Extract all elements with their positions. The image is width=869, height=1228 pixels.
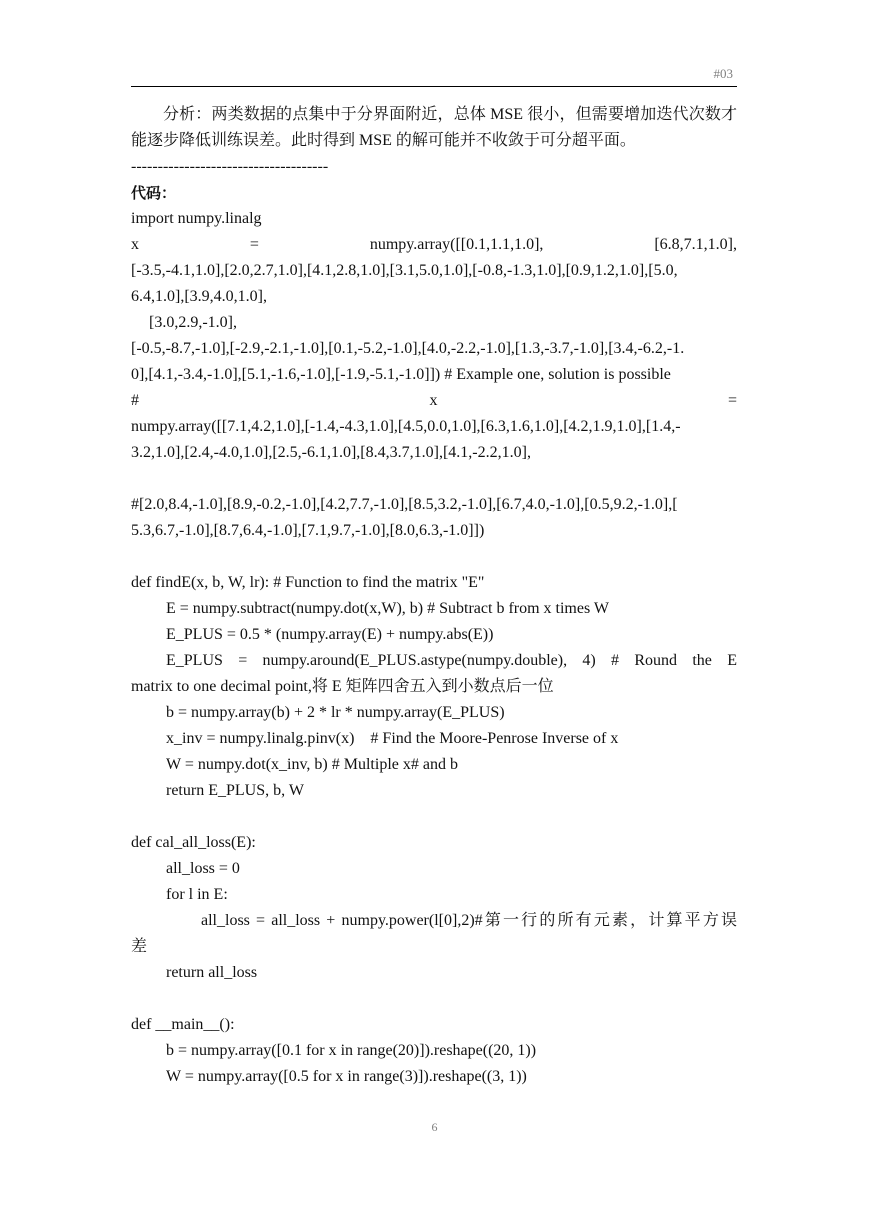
code-line: #[2.0,8.4,-1.0],[8.9,-0.2,-1.0],[4.2,7.7,-1.0],[8.5,3.2,-1.0],[6.7,4.0,-1.0],[0.5,9.2,-1.0],[ — [131, 496, 678, 513]
code-line: E_PLUS = 0.5 * (numpy.array(E) + numpy.abs(E)) — [166, 626, 494, 643]
code-line: W = numpy.dot(x_inv, b) # Multiple x# and b — [166, 756, 458, 773]
code-line: import numpy.linalg — [131, 210, 262, 227]
header-rule — [131, 86, 737, 87]
code-line: def __main__(): — [131, 1016, 235, 1033]
code-line: 0],[4.1,-3.4,-1.0],[5.1,-1.6,-1.0],[-1.9,-5.1,-1.0]]) # Example one, solution is possible — [131, 366, 671, 383]
blank-line — [131, 544, 737, 570]
code-line: [-3.5,-4.1,1.0],[2.0,2.7,1.0],[4.1,2.8,1.0],[3.1,5.0,1.0],[-0.8,-1.3,1.0],[0.9,1.2,1.0],[5.0, — [131, 262, 678, 279]
code-line: numpy.array([[7.1,4.2,1.0],[-1.4,-4.3,1.0],[4.5,0.0,1.0],[6.3,1.6,1.0],[4.2,1.9,1.0],[1.4,- — [131, 418, 681, 435]
code-line: all_loss = 0 — [166, 860, 240, 877]
code-line: 3.2,1.0],[2.4,-4.0,1.0],[2.5,-6.1,1.0],[8.4,3.7,1.0],[4.1,-2.2,1.0], — [131, 444, 531, 461]
blank-line — [131, 986, 737, 1012]
code-line: return all_loss — [166, 964, 258, 981]
code-line: E = numpy.subtract(numpy.dot(x,W), b) # Subtract b from x times W — [166, 600, 610, 617]
code-line: b = numpy.array(b) + 2 * lr * numpy.array(E_PLUS) — [166, 704, 505, 721]
code-line: for l in E: — [166, 886, 228, 903]
page-content — [131, 102, 737, 1090]
code-line: def findE(x, b, W, lr): # Function to find the matrix "E" — [131, 574, 485, 591]
code-line: return E_PLUS, b, W — [166, 782, 304, 799]
code-line: [-0.5,-8.7,-1.0],[-2.9,-2.1,-1.0],[0.1,-5.2,-1.0],[4.0,-2.2,-1.0],[1.3,-3.7,-1.0],[3.4,-6.2,-1. — [131, 340, 685, 357]
code-line: matrix to one decimal point,将 E 矩阵四舍五入到小数点后一位 — [131, 678, 554, 695]
code-line: x = numpy.array([[0.1,1.1,1.0], [6.8,7.1,1.0], — [131, 236, 737, 253]
code-line: b = numpy.array([0.1 for x in range(20)]).reshape((20, 1)) — [166, 1042, 537, 1059]
code-line: E_PLUS = numpy.around(E_PLUS.astype(numpy.double), 4) # Round the E — [166, 652, 737, 669]
code-heading: 代码： — [131, 184, 177, 202]
separator-line: ------------------------------------- — [131, 158, 329, 175]
footer-page-number: 6 — [431, 1120, 438, 1134]
blank-line — [131, 466, 737, 492]
blank-line — [131, 804, 737, 830]
code-line: W = numpy.array([0.5 for x in range(3)]).reshape((3, 1)) — [166, 1068, 527, 1085]
analysis-paragraph: 分析：两类数据的点集中于分界面附近，总体 MSE 很小，但需要增加迭代次数才能逐步降低训练误差。此时得到 MSE 的解可能并不收敛于可分超平面。 — [131, 106, 737, 149]
code-line: 5.3,6.7,-1.0],[8.7,6.4,-1.0],[7.1,9.7,-1.0],[8.0,6.3,-1.0]]) — [131, 522, 485, 539]
code-line: x_inv = numpy.linalg.pinv(x) # Find the Moore-Penrose Inverse of x — [166, 730, 619, 747]
code-line: 6.4,1.0],[3.9,4.0,1.0], — [131, 288, 267, 305]
code-line: # x = — [131, 392, 737, 409]
code-line: [3.0,2.9,-1.0], — [149, 314, 237, 331]
code-line: def cal_all_loss(E): — [131, 834, 256, 851]
code-line: all_loss = all_loss + numpy.power(l[0],2)#第一行的所有元素，计算平方误 — [201, 912, 737, 929]
header-page-code: #03 — [713, 66, 733, 81]
code-line: 差 — [131, 938, 148, 955]
